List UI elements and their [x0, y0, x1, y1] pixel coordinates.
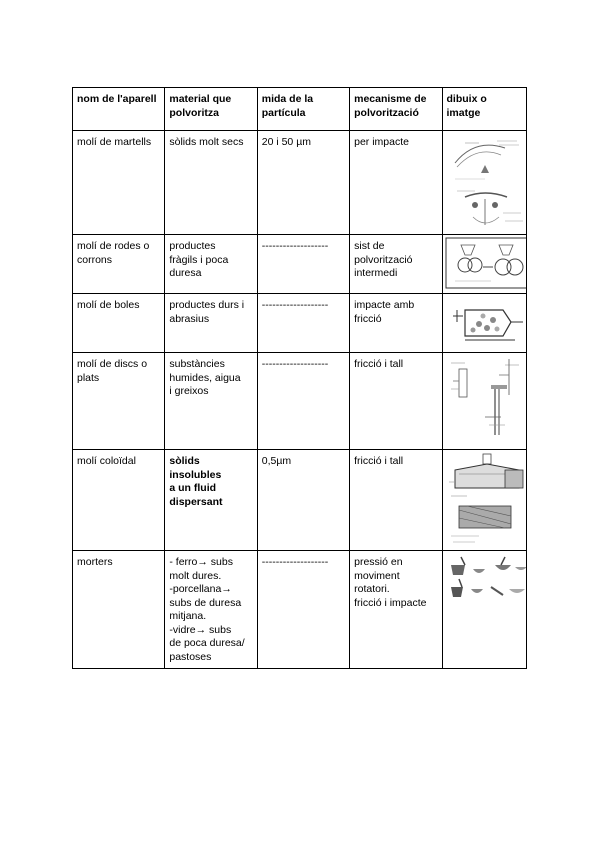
cell-name: molí coloïdal	[73, 450, 165, 551]
cell-image	[442, 353, 527, 450]
cell-name: molí de boles	[73, 294, 165, 353]
table-row	[73, 235, 527, 294]
mortars-sketch	[445, 553, 527, 613]
cell-mechanism: fricció i tall	[350, 450, 442, 551]
table-header-row	[73, 88, 527, 131]
cell-material: productes fràgils i poca duresa	[165, 235, 257, 294]
cell-name: molí de discs o plats	[73, 353, 165, 450]
cell-image	[442, 235, 527, 294]
cell-size: -------------------	[257, 294, 349, 353]
header-name: nom de l'aparell	[73, 88, 165, 131]
cell-name: molí de rodes o corrons	[73, 235, 165, 294]
cell-image	[442, 131, 527, 235]
cell-mechanism: fricció i tall	[350, 353, 442, 450]
cell-name: morters	[73, 551, 165, 669]
cell-name: molí de martells	[73, 131, 165, 235]
cell-material: sòlids insolubles a un fluid dispersant	[165, 450, 257, 551]
header-size: mida de la partícula	[257, 88, 349, 131]
cell-material: sòlids molt secs	[165, 131, 257, 235]
header-image: dibuix o imatge	[442, 88, 527, 131]
cell-mechanism: impacte amb fricció	[350, 294, 442, 353]
ball-mill-sketch	[445, 296, 527, 350]
table-row	[73, 353, 527, 450]
cell-size: 20 i 50 µm	[257, 131, 349, 235]
cell-image	[442, 294, 527, 353]
cell-material: substàncies humides, aigua i greixos	[165, 353, 257, 450]
cell-mechanism: pressió en moviment rotatori. fricció i impacte	[350, 551, 442, 669]
table-row	[73, 450, 527, 551]
cell-mechanism: sist de polvorització intermedi	[350, 235, 442, 294]
hammer-mill-sketch	[445, 133, 527, 231]
table-row	[73, 551, 527, 669]
cell-mechanism: per impacte	[350, 131, 442, 235]
disc-mill-sketch	[445, 355, 527, 445]
cell-image	[442, 551, 527, 669]
header-mechanism: mecanisme de polvorització	[350, 88, 442, 131]
header-material: material que polvoritza	[165, 88, 257, 131]
cell-size: -------------------	[257, 551, 349, 669]
cell-material: - ferro→ subs molt dures. -porcellana→ subs de duresa mitjana. -vidre→ subs de poca duresa/ pastoses	[165, 551, 257, 669]
colloid-mill-sketch	[445, 452, 527, 548]
cell-size: 0,5µm	[257, 450, 349, 551]
table-row	[73, 294, 527, 353]
apparatus-table	[72, 87, 527, 669]
roller-mill-sketch	[445, 237, 527, 291]
cell-size: -------------------	[257, 353, 349, 450]
cell-material: productes durs i abrasius	[165, 294, 257, 353]
table-row	[73, 131, 527, 235]
cell-size: -------------------	[257, 235, 349, 294]
cell-image	[442, 450, 527, 551]
